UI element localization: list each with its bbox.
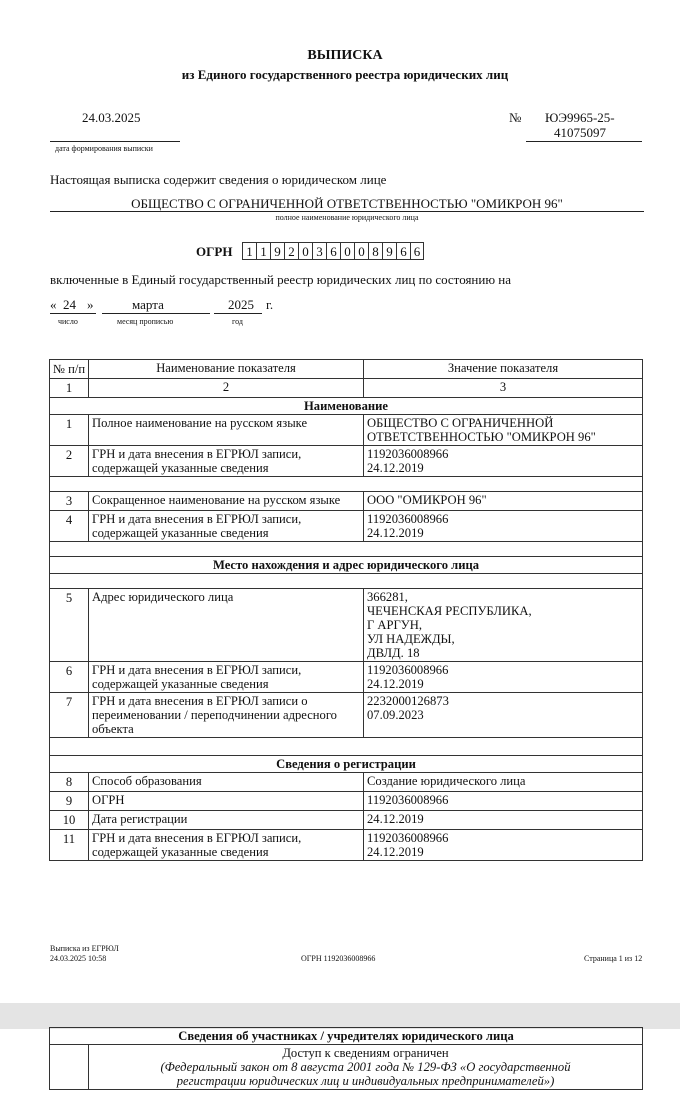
ogrn-digit-box: 1 [256,242,270,260]
law-reference-line2: регистрации юридических лиц и индивидуальных предпринимателей») [176,1074,555,1088]
as-of-close-quote: » [87,297,94,312]
row-indicator: Адрес юридического лица [89,589,364,662]
address-city: Г АРГУН, [367,618,422,632]
org-name-underline [50,211,644,212]
row-value [364,446,643,477]
footer-ogrn: ОГРН 1192036008966 [301,954,376,963]
row-value: ООО "ОМИКРОН 96" [364,492,643,511]
row-value [364,693,643,738]
table-row [50,792,643,811]
row-number: 8 [50,773,89,792]
number-underline [526,141,642,142]
row-value-grn: 1192036008966 [367,447,449,461]
date-underline [50,141,180,142]
registry-included-text: включенные в Единый государственный реестр юридических лиц по состоянию на [50,272,512,287]
row-indicator: Дата регистрации [89,811,364,830]
section-title-names: Наименование [50,398,643,415]
spacer-cell [50,738,643,756]
section-row [50,557,643,574]
year-caption: год [232,317,243,326]
row-number: 6 [50,662,89,693]
row-number: 1 [50,415,89,446]
row-value-address [364,589,643,662]
row-value-grn: 1192036008966 [367,512,449,526]
spacer-row [50,477,643,492]
formation-date: 24.03.2025 [82,110,141,125]
row-indicator: ГРН и дата внесения в ЕГРЮЛ записи, содержащей указанные сведения [89,446,364,477]
footer-left [50,944,119,964]
table-row [50,492,643,511]
year-underline [214,313,262,314]
row-value-date: 24.12.2019 [367,677,424,691]
page-separator [0,1003,680,1029]
table-row [50,662,643,693]
row-indicator: ГРН и дата внесения в ЕГРЮЛ записи о переименовании / переподчинении адресного объекта [89,693,364,738]
registry-data-table [49,359,643,861]
column-number-row [50,379,643,398]
spacer-cell [50,574,643,589]
as-of-open-quote: « [50,297,57,312]
ogrn-digit-box: 1 [242,242,256,260]
ogrn-digit-box: 0 [298,242,312,260]
row-value-grn: 1192036008966 [367,831,449,845]
law-reference-line1: (Федеральный закон от 8 августа 2001 года № 129-ФЗ «О государственной [160,1060,571,1074]
table-row [50,446,643,477]
footer-timestamp: 24.03.2025 10:58 [50,954,107,963]
table-row [50,589,643,662]
day-caption: число [58,317,78,326]
ogrn-digit-boxes [242,242,424,260]
table-row [50,773,643,792]
ogrn-digit-box: 0 [354,242,368,260]
restricted-access-cell [89,1045,643,1090]
as-of-day: 24 [63,297,76,312]
ogrn-digit-box: 6 [410,242,424,260]
section-title-address: Место нахождения и адрес юридического лица [50,557,643,574]
row-indicator: Способ образования [89,773,364,792]
section-title-registration: Сведения о регистрации [50,756,643,773]
intro-text: Настоящая выписка содержит сведения о юридическом лице [50,172,387,187]
row-number: 10 [50,811,89,830]
row-value-date: 24.12.2019 [367,461,424,475]
row-value: Создание юридического лица [364,773,643,792]
row-number: 11 [50,830,89,861]
table-row [50,830,643,861]
row-value-grn: 2232000126873 [367,694,449,708]
row-number [50,1045,89,1090]
table-header-row [50,360,643,379]
row-indicator: ГРН и дата внесения в ЕГРЮЛ записи, содержащей указанные сведения [89,830,364,861]
as-of-year: 2025 [228,297,254,312]
org-name-caption: полное наименование юридического лица [275,213,419,222]
col-number-3: 3 [364,379,643,398]
spacer-row [50,542,643,557]
row-value: ОБЩЕСТВО С ОГРАНИЧЕННОЙ ОТВЕТСТВЕННОСТЬЮ "ОМИКРОН 96" [364,415,643,446]
year-suffix: г. [266,297,274,312]
row-value-date: 07.09.2023 [367,708,424,722]
row-number: 4 [50,511,89,542]
row-number: 5 [50,589,89,662]
as-of-month: марта [132,297,164,312]
address-postcode: 366281, [367,590,408,604]
footer-source: Выписка из ЕГРЮЛ [50,944,119,953]
row-value: 1192036008966 [364,792,643,811]
month-caption: месяц прописью [117,317,174,326]
spacer-row [50,574,643,589]
ogrn-digit-box: 6 [396,242,410,260]
row-value-grn: 1192036008966 [367,663,449,677]
row-number: 3 [50,492,89,511]
col-number-1: 1 [50,379,89,398]
row-value: 24.12.2019 [364,811,643,830]
row-indicator: ГРН и дата внесения в ЕГРЮЛ записи, содержащей указанные сведения [89,662,364,693]
section-row [50,756,643,773]
document-subtitle: из Единого государственного реестра юридических лиц [181,67,509,82]
ogrn-label: ОГРН [196,244,233,259]
ogrn-digit-box: 3 [312,242,326,260]
org-full-name: ОБЩЕСТВО С ОГРАНИЧЕННОЙ ОТВЕТСТВЕННОСТЬЮ "ОМИКРОН 96" [131,196,563,211]
row-indicator: ГРН и дата внесения в ЕГРЮЛ записи, содержащей указанные сведения [89,511,364,542]
col-number-2: 2 [89,379,364,398]
table-row [50,1045,643,1090]
ogrn-digit-box: 8 [368,242,382,260]
spacer-row [50,738,643,756]
row-value [364,830,643,861]
founders-table [49,1027,643,1090]
row-value [364,662,643,693]
table-row [50,811,643,830]
row-indicator: Сокращенное наименование на русском языке [89,492,364,511]
address-building: ДВЛД. 18 [367,646,420,660]
ogrn-digit-box: 2 [284,242,298,260]
extract-number-line1: ЮЭ9965-25- [545,110,615,125]
table-row [50,415,643,446]
month-underline [102,313,210,314]
row-indicator: ОГРН [89,792,364,811]
table-row [50,693,643,738]
table-row [50,511,643,542]
footer-page-number: Страница 1 из 12 [584,954,643,963]
header-col-number: № п/п [50,360,89,379]
row-number: 7 [50,693,89,738]
spacer-cell [50,477,643,492]
ogrn-digit-box: 6 [326,242,340,260]
row-number: 9 [50,792,89,811]
extract-number-line2: 41075097 [554,125,606,140]
day-underline [50,313,96,314]
ogrn-digit-box: 0 [340,242,354,260]
row-value [364,511,643,542]
ogrn-digit-box: 9 [382,242,396,260]
header-col-indicator: Наименование показателя [89,360,364,379]
row-number: 2 [50,446,89,477]
row-value-date: 24.12.2019 [367,526,424,540]
section-row [50,398,643,415]
row-indicator: Полное наименование на русском языке [89,415,364,446]
address-region: ЧЕЧЕНСКАЯ РЕСПУБЛИКА, [367,604,532,618]
date-caption: дата формирования выписки [55,144,153,153]
spacer-cell [50,542,643,557]
address-street: УЛ НАДЕЖДЫ, [367,632,455,646]
restricted-access-text: Доступ к сведениям ограничен [282,1046,449,1060]
section-title-founders: Сведения об участниках / учредителях юридического лица [50,1028,643,1045]
ogrn-digit-box: 9 [270,242,284,260]
header-col-value: Значение показателя [364,360,643,379]
number-label: № [509,110,522,125]
document-title: ВЫПИСКА [307,48,383,63]
row-value-date: 24.12.2019 [367,845,424,859]
section-row [50,1028,643,1045]
